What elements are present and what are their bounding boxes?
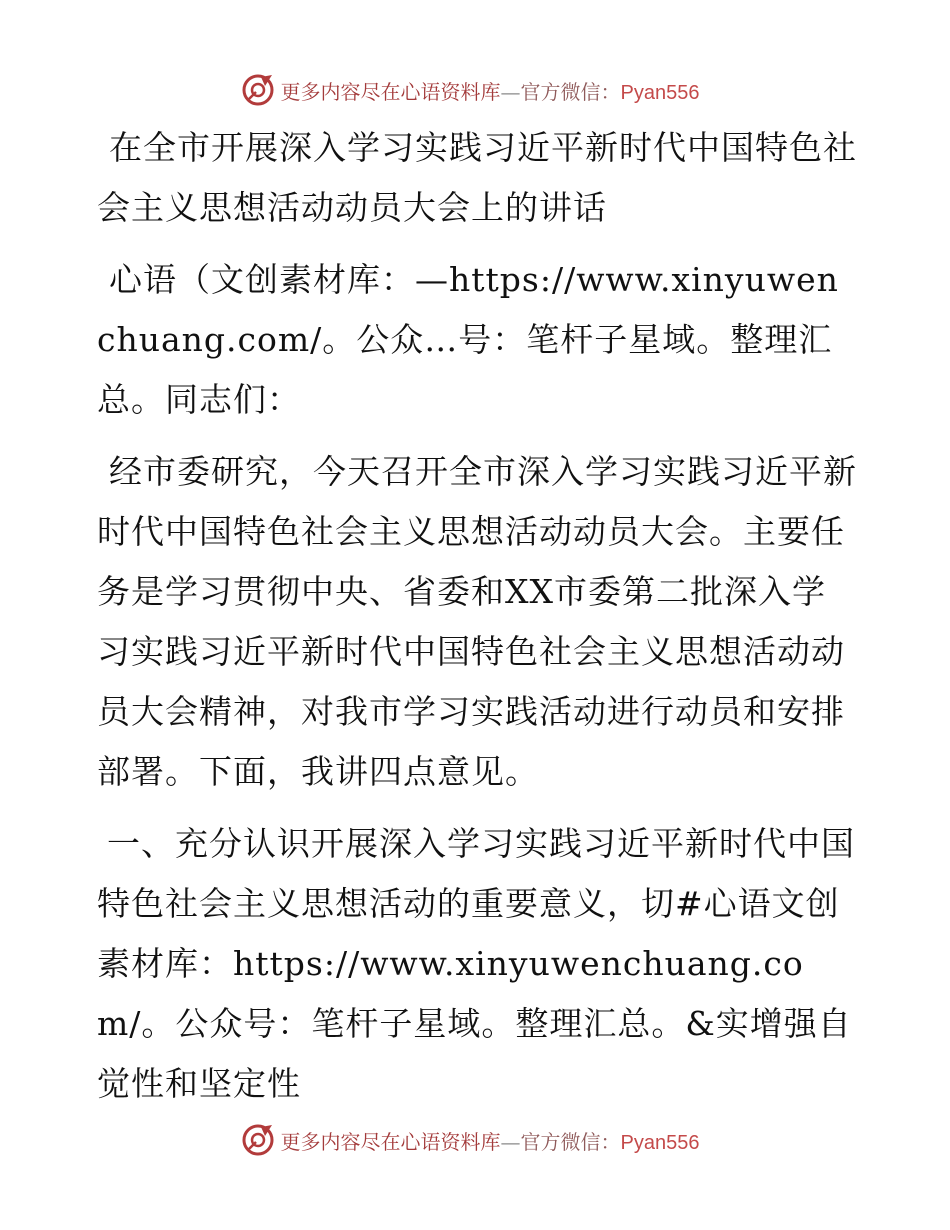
pen-logo-icon xyxy=(241,1123,275,1157)
body-paragraph: 经市委研究，今天召开全市深入学习实践习近平新时代中国特色社会主义思想活动动员大会。主要任务是学习贯彻中央、省委和XX市委第二批深入学习实践习近平新时代中国特色社会主义思想活动动员大会精神，对我市学习实践活动进行动员和安排部署。下面，我讲四点意见。 xyxy=(97,452,857,791)
banner-separator: — xyxy=(500,1129,521,1154)
banner-separator: — xyxy=(500,79,521,104)
footer-banner-text xyxy=(281,1126,700,1155)
document-body xyxy=(97,118,857,1114)
header-watermark-banner xyxy=(0,70,950,110)
footer-watermark-banner xyxy=(0,1120,950,1160)
document-title: 在全市开展深入学习实践习近平新时代中国特色社会主义思想活动动员大会上的讲话 xyxy=(97,128,857,227)
banner-main-text: 更多内容尽在心语资料库 xyxy=(280,1129,501,1154)
banner-account: Pyan556 xyxy=(620,81,700,104)
header-banner-text xyxy=(281,76,700,105)
banner-wechat-label: 官方微信： xyxy=(520,79,621,104)
intro-paragraph: 心语（文创素材库：—https://www.xinyuwenchuang.com/。公众…号：笔杆子星域。整理汇总。同志们： xyxy=(97,260,839,419)
footer-banner-content xyxy=(241,1123,700,1157)
section-heading: 一、充分认识开展深入学习实践习近平新时代中国特色社会主义思想活动的重要意义，切#心语文创素材库：https://www.xinyuwenchuang.com/。公众号：笔杆子星域。整理汇总。&实增强自觉性和坚定性 xyxy=(97,824,855,1103)
header-banner-content xyxy=(241,73,700,107)
banner-wechat-label: 官方微信： xyxy=(520,1129,621,1154)
banner-main-text: 更多内容尽在心语资料库 xyxy=(280,79,501,104)
banner-account: Pyan556 xyxy=(620,1131,700,1154)
pen-logo-icon xyxy=(241,73,275,107)
